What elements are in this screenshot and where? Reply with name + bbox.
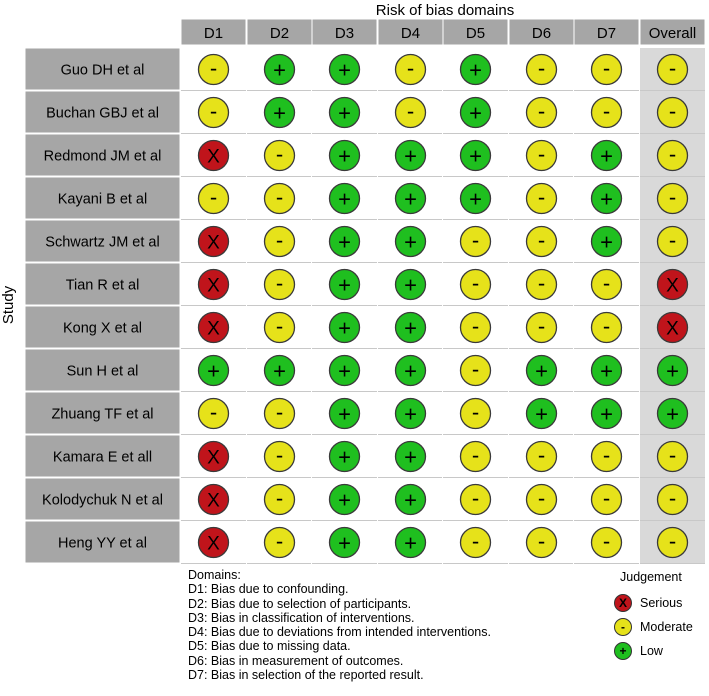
low-judgement-symbol: + <box>404 487 417 513</box>
moderate-judgement-symbol: - <box>537 98 546 124</box>
legend-label-serious: Serious <box>640 596 683 610</box>
moderate-judgement-symbol: - <box>537 313 546 339</box>
low-judgement-symbol: + <box>207 358 220 384</box>
low-judgement-symbol: + <box>404 444 417 470</box>
low-judgement-symbol: + <box>338 57 351 83</box>
low-judgement-symbol: + <box>600 401 613 427</box>
study-label: Kong X et al <box>63 320 142 337</box>
low-judgement-symbol: + <box>338 401 351 427</box>
low-judgement-symbol: + <box>338 272 351 298</box>
moderate-judgement-symbol: - <box>537 55 546 81</box>
serious-judgement-symbol: X <box>207 490 220 512</box>
serious-judgement-symbol: X <box>207 275 220 297</box>
low-judgement-symbol: + <box>404 315 417 341</box>
column-label-d3: D3 <box>334 25 355 42</box>
moderate-judgement-symbol: - <box>668 184 677 210</box>
study-label: Guo DH et al <box>60 62 145 79</box>
moderate-judgement-symbol: - <box>668 55 677 81</box>
study-label: Kolodychuk N et al <box>42 492 163 509</box>
chart-title: Risk of bias domains <box>375 2 515 19</box>
domain-item-d3: D3: Bias in classification of interventions. <box>188 610 415 625</box>
serious-judgement-symbol: X <box>666 318 679 340</box>
serious-judgement-symbol: X <box>207 146 220 168</box>
low-judgement-symbol: + <box>600 143 613 169</box>
low-judgement-symbol: + <box>600 358 613 384</box>
serious-judgement-symbol: X <box>207 533 220 555</box>
study-label: Kamara E et all <box>52 449 153 466</box>
low-judgement-symbol: + <box>666 358 679 384</box>
moderate-judgement-symbol: - <box>275 184 284 210</box>
domains-legend <box>188 568 588 682</box>
study-row <box>25 134 705 177</box>
low-judgement-symbol: + <box>469 186 482 212</box>
serious-judgement-symbol: X <box>207 447 220 469</box>
legend-item-serious <box>610 594 709 614</box>
moderate-judgement-symbol: - <box>602 55 611 81</box>
moderate-judgement-symbol: - <box>209 399 218 425</box>
study-rows <box>25 48 705 564</box>
moderate-judgement-symbol: - <box>406 98 415 124</box>
moderate-judgement-symbol: - <box>471 399 480 425</box>
serious-judgement-symbol: X <box>207 318 220 340</box>
low-judgement-symbol: + <box>404 401 417 427</box>
moderate-judgement-symbol: - <box>209 55 218 81</box>
moderate-judgement-symbol: - <box>602 485 611 511</box>
moderate-judgement-symbol: - <box>668 141 677 167</box>
low-judgement-symbol: + <box>535 401 548 427</box>
study-row <box>25 392 705 435</box>
study-label: Buchan GBJ et al <box>46 105 159 122</box>
moderate-judgement-symbol: - <box>668 485 677 511</box>
study-row <box>25 478 705 521</box>
study-row <box>25 91 705 134</box>
moderate-judgement-symbol: - <box>406 55 415 81</box>
study-row <box>25 349 705 392</box>
moderate-judgement-symbol: - <box>668 442 677 468</box>
moderate-judgement-symbol: - <box>275 141 284 167</box>
moderate-judgement-symbol: - <box>275 442 284 468</box>
domain-item-d7: D7: Bias in selection of the reported result. <box>188 668 424 683</box>
serious-icon: X <box>614 594 632 612</box>
serious-judgement-symbol: X <box>207 232 220 254</box>
low-judgement-symbol: + <box>338 143 351 169</box>
low-judgement-symbol: + <box>273 57 286 83</box>
moderate-judgement-symbol: - <box>602 270 611 296</box>
low-judgement-symbol: + <box>404 272 417 298</box>
low-judgement-symbol: + <box>273 358 286 384</box>
study-row <box>25 521 705 564</box>
domain-item-d6: D6: Bias in measurement of outcomes. <box>188 653 404 668</box>
moderate-judgement-symbol: - <box>602 442 611 468</box>
study-label: Zhuang TF et al <box>51 406 154 423</box>
column-label-d4: D4 <box>400 25 421 42</box>
domain-item-d2: D2: Bias due to selection of participants. <box>188 596 412 611</box>
moderate-judgement-symbol: - <box>471 313 480 339</box>
low-judgement-symbol: + <box>338 530 351 556</box>
y-axis-label: Study <box>0 285 17 325</box>
moderate-judgement-symbol: - <box>471 270 480 296</box>
study-row <box>25 263 705 306</box>
moderate-judgement-symbol: - <box>275 270 284 296</box>
moderate-judgement-symbol: - <box>471 442 480 468</box>
low-judgement-symbol: + <box>338 444 351 470</box>
low-judgement-symbol: + <box>338 315 351 341</box>
column-label-d6: D6 <box>531 25 552 42</box>
low-judgement-symbol: + <box>273 100 286 126</box>
low-icon: + <box>614 642 632 660</box>
low-judgement-symbol: + <box>469 57 482 83</box>
low-judgement-symbol: + <box>338 229 351 255</box>
moderate-judgement-symbol: - <box>275 485 284 511</box>
moderate-icon: - <box>614 618 632 636</box>
study-row <box>25 177 705 220</box>
low-judgement-symbol: + <box>338 358 351 384</box>
column-label-d1: D1 <box>203 25 224 42</box>
moderate-judgement-symbol: - <box>537 227 546 253</box>
moderate-judgement-symbol: - <box>602 528 611 554</box>
low-judgement-symbol: + <box>600 229 613 255</box>
column-label-overall: Overall <box>648 25 697 42</box>
legend-item-moderate <box>610 618 709 638</box>
domain-header-row <box>181 19 705 45</box>
column-label-d5: D5 <box>465 25 486 42</box>
moderate-judgement-symbol: - <box>602 313 611 339</box>
judgement-legend-title: Judgement <box>620 570 682 584</box>
study-label: Schwartz JM et al <box>45 234 160 251</box>
moderate-judgement-symbol: - <box>471 528 480 554</box>
moderate-judgement-symbol: - <box>275 227 284 253</box>
moderate-judgement-symbol: - <box>668 227 677 253</box>
domain-item-d5: D5: Bias due to missing data. <box>188 639 351 654</box>
low-judgement-symbol: + <box>404 229 417 255</box>
moderate-judgement-symbol: - <box>537 485 546 511</box>
moderate-judgement-symbol: - <box>668 98 677 124</box>
low-judgement-symbol: + <box>469 143 482 169</box>
moderate-judgement-symbol: - <box>537 528 546 554</box>
moderate-judgement-symbol: - <box>471 227 480 253</box>
study-label: Heng YY et al <box>58 535 147 552</box>
serious-judgement-symbol: X <box>666 275 679 297</box>
legend-item-low <box>610 642 709 662</box>
moderate-judgement-symbol: - <box>209 184 218 210</box>
low-judgement-symbol: + <box>404 143 417 169</box>
column-label-d7: D7 <box>596 25 617 42</box>
moderate-judgement-symbol: - <box>275 528 284 554</box>
low-judgement-symbol: + <box>535 358 548 384</box>
moderate-judgement-symbol: - <box>537 270 546 296</box>
moderate-judgement-symbol: - <box>537 184 546 210</box>
study-row <box>25 306 705 349</box>
low-judgement-symbol: + <box>338 186 351 212</box>
column-label-d2: D2 <box>269 25 290 42</box>
study-row <box>25 48 705 91</box>
domain-item-d1: D1: Bias due to confounding. <box>188 582 349 597</box>
study-label: Redmond JM et al <box>43 148 162 165</box>
low-judgement-symbol: + <box>404 358 417 384</box>
study-row <box>25 220 705 263</box>
low-judgement-symbol: + <box>404 530 417 556</box>
moderate-judgement-symbol: - <box>275 399 284 425</box>
moderate-judgement-symbol: - <box>602 98 611 124</box>
study-label: Kayani B et al <box>57 191 148 208</box>
study-label: Tian R et al <box>65 277 140 294</box>
study-row <box>25 435 705 478</box>
legend-label-low: Low <box>640 644 663 658</box>
study-label: Sun H et al <box>66 363 139 380</box>
moderate-judgement-symbol: - <box>471 356 480 382</box>
domains-title: Domains: <box>188 568 241 582</box>
moderate-judgement-symbol: - <box>537 141 546 167</box>
low-judgement-symbol: + <box>469 100 482 126</box>
low-judgement-symbol: + <box>600 186 613 212</box>
moderate-judgement-symbol: - <box>668 528 677 554</box>
low-judgement-symbol: + <box>338 487 351 513</box>
moderate-judgement-symbol: - <box>537 442 546 468</box>
moderate-judgement-symbol: - <box>471 485 480 511</box>
domain-item-d4: D4: Bias due to deviations from intended interventions. <box>188 625 491 640</box>
moderate-judgement-symbol: - <box>275 313 284 339</box>
low-judgement-symbol: + <box>404 186 417 212</box>
moderate-judgement-symbol: - <box>209 98 218 124</box>
legend-label-moderate: Moderate <box>640 620 693 634</box>
low-judgement-symbol: + <box>666 401 679 427</box>
low-judgement-symbol: + <box>338 100 351 126</box>
